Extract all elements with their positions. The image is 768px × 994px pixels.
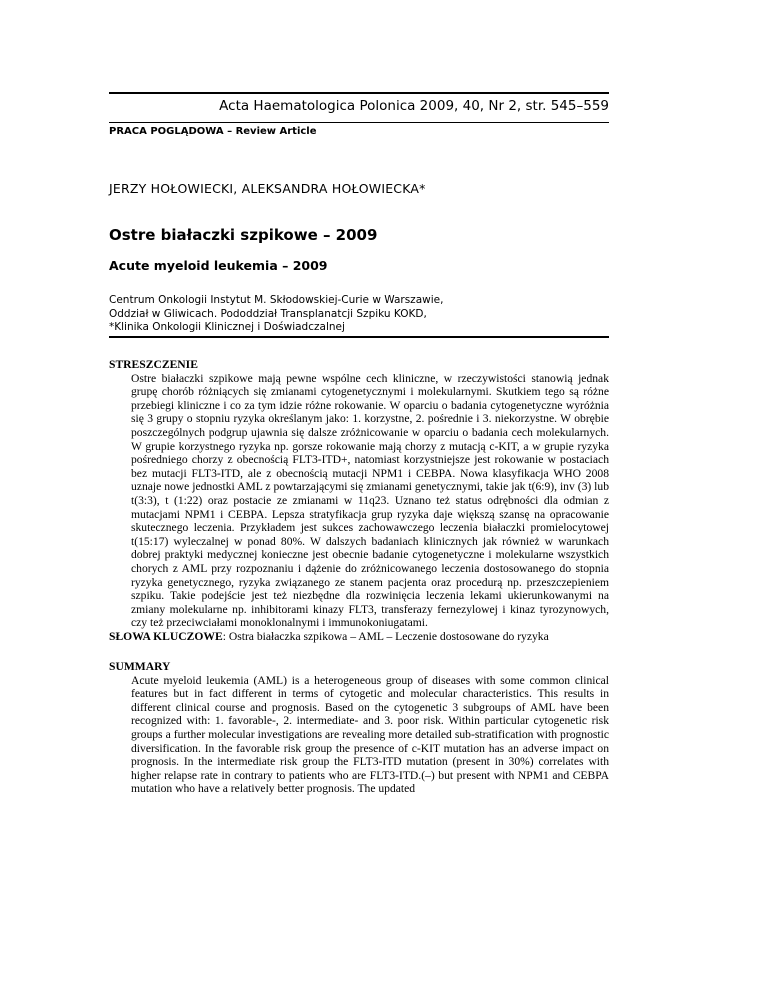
- header-rule: [109, 122, 609, 123]
- authors: JERZY HOŁOWIECKI, ALEKSANDRA HOŁOWIECKA*: [109, 181, 426, 196]
- keywords-label: SŁOWA KLUCZOWE: [109, 629, 223, 643]
- abstract-text: Ostre białaczki szpikowe mają pewne wspólne cech kliniczne, w rzeczywistości stanowią jednak grupę chorób różniących się zmianami cytogenetycznymi i molekularnymi. Skutkiem tego są różne przebiegi kliniczne i co za tym idzie różne rokowanie. W oparciu o badania cytogenetyczne wyróżnia się 3 grupy o stopniu ryzyka określanym jako: 1. korzystne, 2. pośrednie i 3. niekorzystne. W obrębie poszczególnych podgrup ujawnia się dalsze zróżnicowanie w oparciu o badania cech molekularnych. W grupie korzystnego ryzyka np. gorsze rokowanie mają chorzy z mutacją c-KIT, a w grupie ryzyka pośredniego chorzy z obecnością FLT3-ITD+, natomiast korzystniejsze jest rokowanie w postaciach bez mutacji FLT3-ITD, ale z obecnością mutacji NPM1 i CEBPA. Nowa klasyfikacja WHO 2008 uznaje nowe jednostki AML z powtarzającymi się zmianami genetycznymi, takie jak t(6:9), inv (3) lub t(3:3), t (1:22) oraz postacie ze zmianami w 11q23. Uznano też status odrębności dla odmian z mutacjami NPM1 i CEBPA. Lepsza stratyfikacja grup ryzyka daje większą szansę na opracowanie skutecznego leczenia. Przykładem jest sukces zachowawczego leczenia białaczki promielocytowej t(15:17) wyleczalnej w ponad 80%. W dalszych badaniach klinicznych jak również w warunkach dobrej praktyki medycznej konieczne jest obecnie badanie cytogenetyczne i molekularne wszystkich chorych z AML przy rozpoznaniu i dążenie do zróżnicowanego leczenia dostosowanego do stopnia ryzyka genetycznego, ryzyka związanego ze stanem pacjenta oraz procedurą np. przeszczepieniem szpiku. Takie podejście jest też niezbędne dla rozwinięcia leczenia lekami ukierunkowanymi na zmiany molekularne np. inhibitorami kinazy FLT3, transferazy fernezylowej i kinaz tyrozynowych, czy też przeciwciałami monoklonalnymi i immunokoniugatami.: [131, 371, 609, 630]
- summary-text: Acute myeloid leukemia (AML) is a heterogeneous group of diseases with some common clinical features but in fact different in terms of cytogetic and molecular characteristics. This results in different clinical course and prognosis. Based on the cytogenetic 3 subgroups of AML have been recognized with: 1. favorable-, 2. intermediate- and 3. poor risk. Within particular cytogenetic risk groups a further molecular investigations are revealing more detailed sub-stratification with prognostic diversification. In the favorable risk group the presence of c-KIT mutation has an adverse impact on prognosis. In the intermediate risk group the FLT3-ITD mutation (present in 30%) correlates with higher relapse rate in contrary to patients who are FLT3-ITD.(–) but present with NPM1 and CEBPA mutation who have a relatively better prognosis. The updated: [131, 673, 609, 796]
- article-type: PRACA POGLĄDOWA – Review Article: [109, 126, 317, 137]
- journal-citation: Acta Haematologica Polonica 2009, 40, Nr 2, str. 545–559: [219, 98, 609, 114]
- abstract-polish: [109, 358, 609, 643]
- affiliation-rule: [109, 336, 609, 338]
- keywords-text: : Ostra białaczka szpikowa – AML – Leczenie dostosowane do ryzyka: [222, 629, 549, 643]
- title-english: Acute myeloid leukemia – 2009: [109, 258, 328, 273]
- title-polish: Ostre białaczki szpikowe – 2009: [109, 226, 378, 244]
- affiliation-line: Centrum Onkologii Instytut M. Skłodowskiej-Curie w Warszawie,: [109, 294, 444, 306]
- top-rule: [109, 92, 609, 94]
- affiliations: [109, 294, 443, 335]
- keywords: [109, 630, 609, 644]
- affiliation-line: Oddział w Gliwicach. Pododdział Transplanatcji Szpiku KOKD,: [109, 307, 427, 320]
- abstract-heading: STRESZCZENIE: [109, 358, 198, 371]
- summary-heading: SUMMARY: [109, 660, 171, 673]
- affiliation-line: *Klinika Onkologii Klinicznej i Doświadczalnej: [109, 321, 345, 333]
- abstract-english: [109, 660, 609, 796]
